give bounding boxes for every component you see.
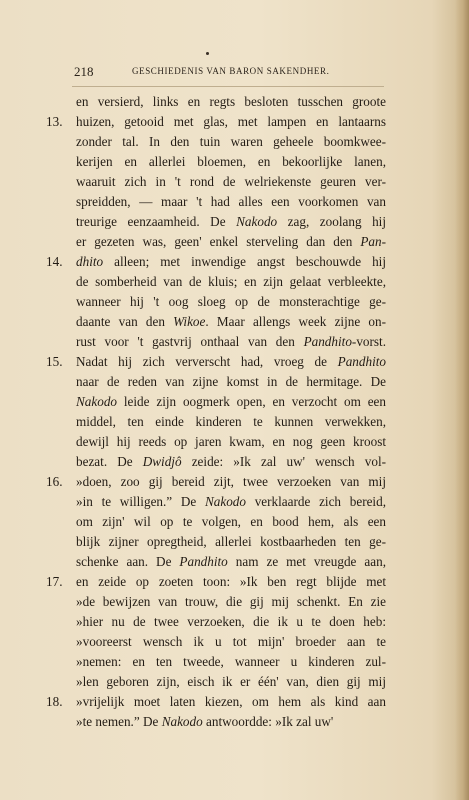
text-line: Nakodo leide zijn oogmerk open, en verzocht om een <box>76 394 386 409</box>
text-line: bezat. De Dwidjô zeide: »Ik zal uw' wensch vol- <box>76 454 386 469</box>
ink-dot <box>206 52 209 55</box>
text-line: »nemen: en ten tweede, wanneer u kinderen zul- <box>76 654 386 669</box>
paragraph-number: 17. <box>46 574 63 589</box>
text-line: rust voor 't gastvrij onthaal van den Pandhito-vorst. <box>76 334 386 349</box>
page-header <box>74 64 374 82</box>
text-line: middel, ten einde kinderen te kunnen verwekken, <box>76 414 386 429</box>
text-line: om zijn' wil op te volgen, en bood hem, als een <box>76 514 386 529</box>
text-line: blijk zijner opregtheid, allerlei kostbaarheden ten ge- <box>76 534 386 549</box>
text-line: spreidden, — maar 't had alles een voorkomen van <box>76 194 386 209</box>
text-line: »hier nu de twee verzoeken, die ik u te doen heb: <box>76 614 386 629</box>
header-rule <box>72 86 384 87</box>
text-line: »len geboren zijn, eisch ik er één' van, dien gij mij <box>76 674 386 689</box>
text-line: »vooreerst wensch ik u tot mijn' broeder aan te <box>76 634 386 649</box>
text-line: »te nemen.” De Nakodo antwoordde: »Ik zal uw' <box>76 714 334 729</box>
paragraph-number: 18. <box>46 694 63 709</box>
text-line: »de bewijzen van trouw, die gij mij schenkt. En zie <box>76 594 386 609</box>
text-line: wanneer hij 't oog sloeg op de monsterachtige ge- <box>76 294 386 309</box>
text-line: waaruit zich in 't rond de welriekenste geuren ver- <box>76 174 386 189</box>
running-head: GESCHIEDENIS VAN BARON SAKENDHER. <box>132 66 330 76</box>
text-line: schenke aan. De Pandhito nam ze met vreugde aan, <box>76 554 386 569</box>
paragraph-number: 16. <box>46 474 63 489</box>
text-line: zonder tal. In den tuin waren geheele boomkwee- <box>76 134 386 149</box>
text-line: de somberheid van de kluis; en zijn gelaat verbleekte, <box>76 274 386 289</box>
text-line: dhito alleen; met inwendige angst beschouwde hij <box>76 254 386 269</box>
page-edge-shadow <box>455 0 469 800</box>
text-line: »in te willigen.” De Nakodo verklaarde zich bereid, <box>76 494 386 509</box>
text-line: dewijl hij reeds op jaren kwam, en nog geen kroost <box>76 434 386 449</box>
text-line: kerijen en allerlei bloemen, en bekoorlijke lanen, <box>76 154 386 169</box>
paragraph-number: 15. <box>46 354 63 369</box>
page-number: 218 <box>74 64 94 79</box>
text-line: en zeide op zoeten toon: »Ik ben regt blijde met <box>76 574 386 589</box>
text-line: treurige eenzaamheid. De Nakodo zag, zoolang hij <box>76 214 386 229</box>
text-line: er gezeten was, geen' enkel sterveling dan den Pan- <box>76 234 386 249</box>
text-line: Nadat hij zich ververscht had, vroeg de Pandhito <box>76 354 386 369</box>
text-line: huizen, getooid met glas, met lampen en lantaarns <box>76 114 386 129</box>
text-line: en versierd, links en regts besloten tusschen groote <box>76 94 386 109</box>
text-line: naar de reden van zijne komst in de hermitage. De <box>76 374 386 389</box>
text-line: daante van den Wikoe. Maar allengs week zijne on- <box>76 314 386 329</box>
text-line: »vrijelijk moet laten kiezen, om hem als kind aan <box>76 694 386 709</box>
paragraph-number: 13. <box>46 114 63 129</box>
paragraph-number: 14. <box>46 254 63 269</box>
text-line: »doen, zoo gij bereid zijt, twee verzoeken van mij <box>76 474 386 489</box>
